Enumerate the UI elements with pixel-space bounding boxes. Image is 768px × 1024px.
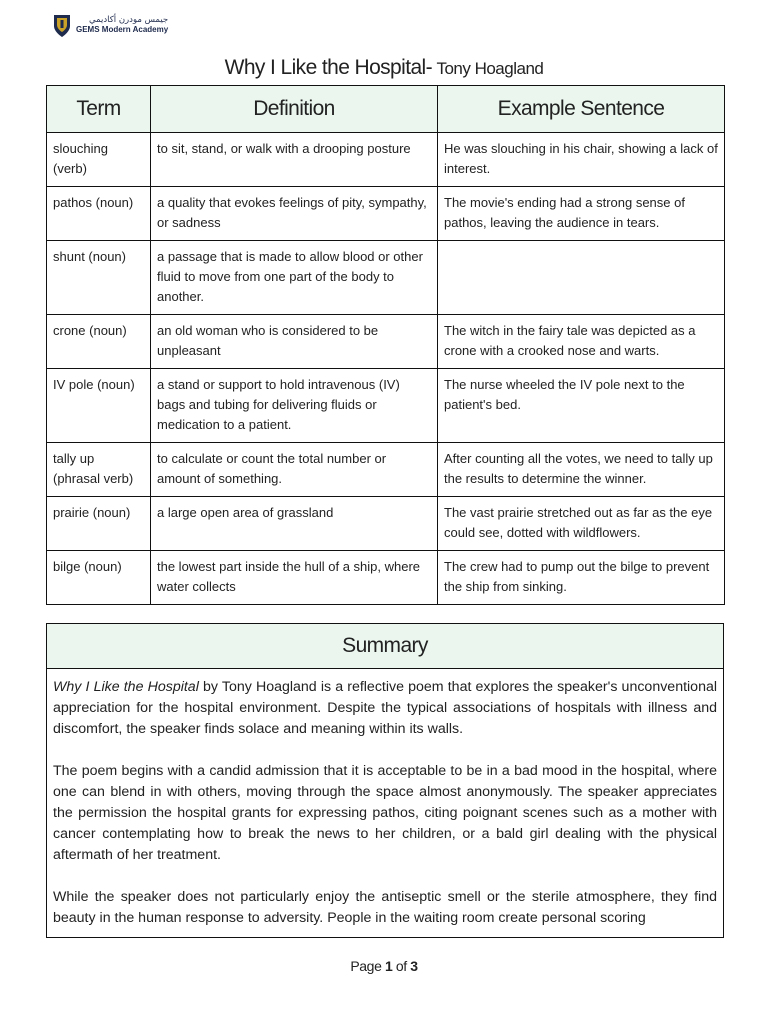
summary-paragraph: [53, 677, 717, 740]
table-row: [47, 241, 725, 315]
summary-poem-title: Why I Like the Hospital: [53, 679, 199, 695]
vocabulary-table: [46, 85, 725, 605]
term-cell: IV pole (noun): [47, 369, 151, 443]
example-cell: The witch in the fairy tale was depicted as a crone with a crooked nose and warts.: [438, 315, 725, 369]
logo-arabic-text: جيمس مودرن أكاديمي: [88, 14, 169, 25]
definition-cell: the lowest part inside the hull of a ship, where water collects: [151, 551, 438, 605]
definition-cell: an old woman who is considered to be unpleasant: [151, 315, 438, 369]
school-logo: [52, 12, 168, 38]
term-cell: prairie (noun): [47, 497, 151, 551]
current-page-number: 1: [384, 958, 393, 974]
example-cell: The vast prairie stretched out as far as the eye could see, dotted with wildflowers.: [438, 497, 725, 551]
definition-cell: a quality that evokes feelings of pity, sympathy, or sadness: [151, 187, 438, 241]
page-footer: [0, 958, 768, 974]
example-cell: After counting all the votes, we need to tally up the results to determine the winner.: [438, 443, 725, 497]
example-cell: The crew had to pump out the bilge to prevent the ship from sinking.: [438, 551, 725, 605]
summary-body: [47, 669, 723, 929]
example-cell: The movie's ending had a strong sense of pathos, leaving the audience in tears.: [438, 187, 725, 241]
header-term: Term: [47, 86, 151, 133]
term-cell: tally up (phrasal verb): [47, 443, 151, 497]
term-cell: bilge (noun): [47, 551, 151, 605]
table-row: [47, 443, 725, 497]
document-title: [0, 56, 768, 80]
table-row: [47, 187, 725, 241]
term-cell: pathos (noun): [47, 187, 151, 241]
term-cell: slouching (verb): [47, 133, 151, 187]
total-page-number: 3: [410, 958, 418, 974]
header-definition: Definition: [151, 86, 438, 133]
example-cell: The nurse wheeled the IV pole next to the patient's bed.: [438, 369, 725, 443]
crest-icon: [52, 12, 72, 38]
summary-heading: Summary: [47, 624, 723, 669]
example-cell: [438, 241, 725, 315]
summary-paragraph: While the speaker does not particularly enjoy the antiseptic smell or the sterile atmosphere, they find beauty in the human response to adversity. People in the waiting room create personal scoring: [53, 889, 717, 926]
logo-english-text: GEMS Modern Academy: [76, 25, 169, 35]
example-cell: He was slouching in his chair, showing a lack of interest.: [438, 133, 725, 187]
header-example: Example Sentence: [438, 86, 725, 133]
table-row: [47, 497, 725, 551]
summary-paragraph: The poem begins with a candid admission that it is acceptable to be in a bad mood in the hospital, where one can blend in with others, moving through the space almost anonymously. The speaker appreciates the permission the hospital grants for expressing pathos, citing poignant scenes such as a mother with cancer contemplating how to break the news to her children, or a bald girl dealing with the physical aftermath of her treatment.: [53, 763, 717, 863]
definition-cell: a large open area of grassland: [151, 497, 438, 551]
term-cell: crone (noun): [47, 315, 151, 369]
of-label: of: [395, 958, 407, 974]
definition-cell: to sit, stand, or walk with a drooping posture: [151, 133, 438, 187]
poem-author: Tony Hoagland: [436, 59, 544, 78]
term-cell: shunt (noun): [47, 241, 151, 315]
definition-cell: a stand or support to hold intravenous (IV) bags and tubing for delivering fluids or medication to a patient.: [151, 369, 438, 443]
poem-title: Why I Like the Hospital-: [224, 56, 432, 79]
table-row: [47, 315, 725, 369]
summary-box: [46, 623, 724, 938]
table-row: [47, 133, 725, 187]
table-header-row: [47, 86, 725, 133]
definition-cell: a passage that is made to allow blood or other fluid to move from one part of the body to another.: [151, 241, 438, 315]
page-label: Page: [350, 958, 382, 974]
summary-paragraph-text: by Tony Hoagland is a reflective poem that explores the speaker's unconventional appreciation for the hospital environment. Despite the typical associations of hospitals with illness and discomfort, the speaker finds solace and meaning within its walls.: [53, 679, 718, 737]
definition-cell: to calculate or count the total number or amount of something.: [151, 443, 438, 497]
table-row: [47, 551, 725, 605]
table-row: [47, 369, 725, 443]
